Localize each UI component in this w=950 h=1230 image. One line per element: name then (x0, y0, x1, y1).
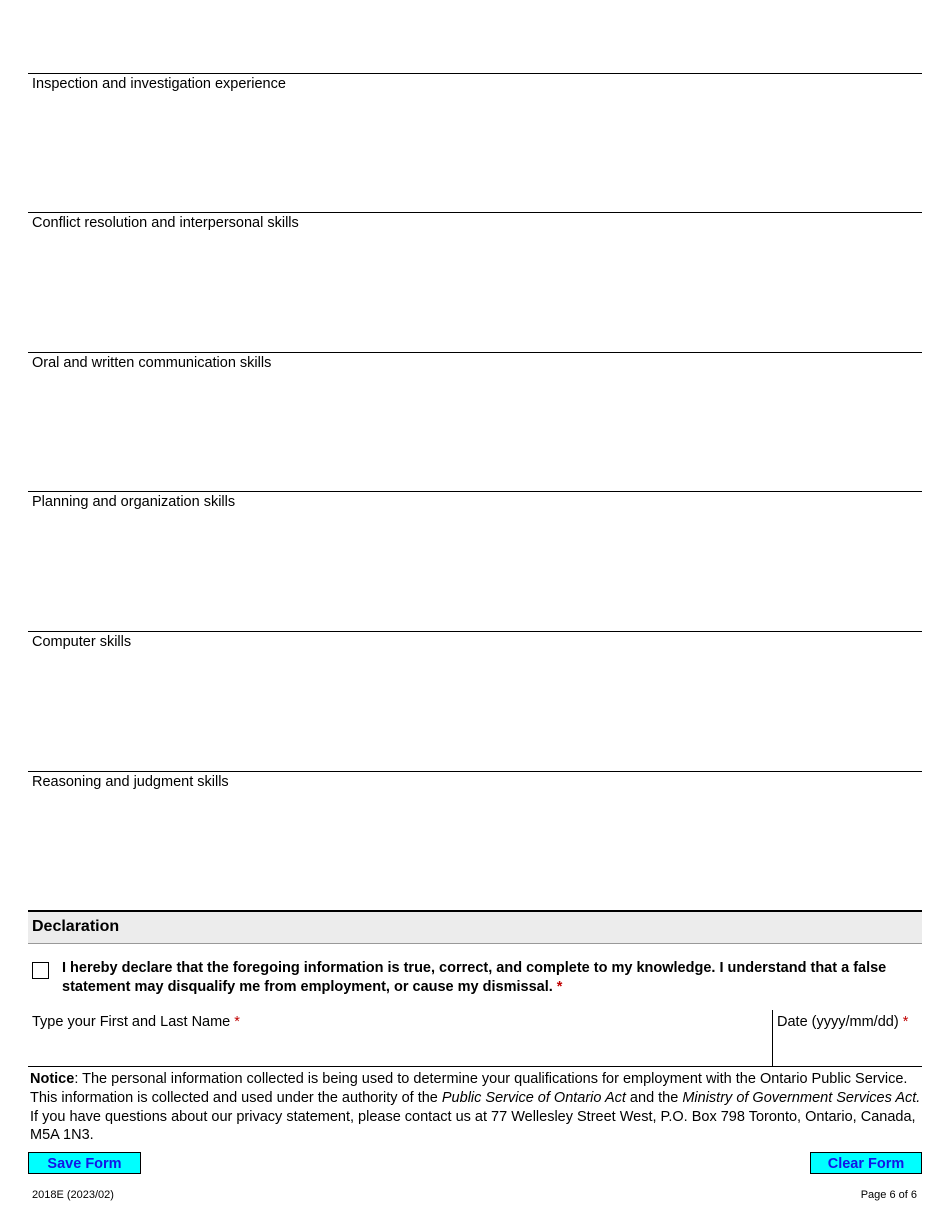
section-label: Inspection and investigation experience (32, 76, 286, 92)
name-input[interactable] (30, 1038, 770, 1064)
declaration-title: Declaration (32, 918, 120, 935)
section-label: Computer skills (32, 634, 132, 650)
inspection-investigation-textarea[interactable] (28, 96, 926, 210)
clear-form-button[interactable]: Clear Form (810, 1152, 922, 1174)
date-field-cell (772, 1010, 922, 1067)
section-label: Conflict resolution and interpersonal skills (32, 215, 299, 231)
declaration-header (28, 910, 922, 944)
declaration-checkbox[interactable] (32, 962, 49, 979)
section-planning-organization (28, 491, 922, 631)
notice-act-psoa: Public Service of Ontario Act (441, 1089, 626, 1106)
section-communication (28, 352, 922, 491)
section-inspection-investigation (28, 73, 922, 212)
section-computer-skills (28, 631, 922, 771)
notice-act-mgsa: Ministry of Government Services Act. (682, 1089, 921, 1106)
required-asterisk: * (556, 978, 563, 995)
name-field-label: Type your First and Last Name * (32, 1014, 240, 1030)
declaration-statement (62, 959, 912, 996)
notice-lead: Notice (30, 1071, 75, 1087)
section-label: Reasoning and judgment skills (32, 774, 229, 790)
notice-text: and the (625, 1089, 683, 1106)
reasoning-judgment-textarea[interactable] (28, 794, 926, 908)
planning-organization-textarea[interactable] (28, 514, 926, 628)
section-label: Oral and written communication skills (32, 355, 272, 371)
required-asterisk: * (902, 1014, 909, 1030)
notice-text: If you have questions about our privacy statement, please contact us at 77 Wellesley Street West, P.O. Box 798 Toronto, Ontario, Canada, M5A 1N3. (30, 1108, 916, 1144)
computer-skills-textarea[interactable] (28, 654, 926, 768)
required-asterisk: * (234, 1014, 240, 1030)
date-field-label: Date (yyyy/mm/dd) * (777, 1014, 909, 1030)
save-form-button[interactable]: Save Form (28, 1152, 141, 1174)
privacy-notice (30, 1070, 922, 1145)
section-conflict-resolution (28, 212, 922, 352)
date-input[interactable] (775, 1038, 921, 1064)
form-code: 2018E (2023/02) (32, 1189, 114, 1201)
conflict-resolution-textarea[interactable] (28, 235, 926, 349)
name-field-cell (28, 1010, 772, 1067)
page-number: Page 6 of 6 (860, 1189, 917, 1201)
communication-textarea[interactable] (28, 375, 926, 489)
notice-text: : The personal information collected is being used to determine your qualifications for employment with the Ontario Public Service. This information is collected and used under the authority of the (30, 1071, 908, 1106)
section-reasoning-judgment (28, 771, 922, 910)
declaration-statement-text: I hereby declare that the foregoing information is true, correct, and complete to my knowledge. I understand that a false statement may disqualify me from employment, or cause my dismissal. (62, 960, 887, 995)
section-label: Planning and organization skills (32, 494, 236, 510)
